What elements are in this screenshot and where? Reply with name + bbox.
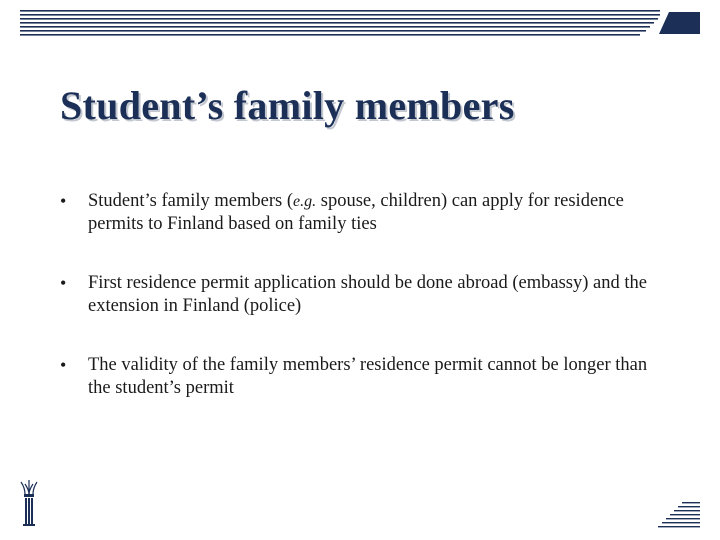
bullet-marker: • (60, 273, 67, 293)
bullet-text-part: spouse, children) can apply for residence permits to Finland based on family ties (88, 191, 624, 234)
striped-corner-icon (654, 500, 700, 530)
striped-band-icon (20, 10, 660, 40)
bullet-text-part: Student’s family members ( (88, 191, 294, 211)
bullet-item (60, 354, 660, 400)
bullet-marker: • (60, 191, 67, 211)
bullet-item (60, 272, 660, 318)
navy-square-icon (659, 12, 700, 34)
bullet-item (60, 190, 660, 236)
bullet-marker: • (60, 355, 67, 375)
slide-title: Student’s family members (60, 83, 515, 128)
bullet-text: First residence permit application should be done abroad (embassy) and the extension in Finland (police) (88, 273, 647, 316)
bullet-list (60, 190, 660, 400)
torch-emblem-icon (16, 478, 42, 528)
bullet-emphasis: e.g. (293, 193, 317, 210)
bullet-text: The validity of the family members’ residence permit cannot be longer than the student’s permit (88, 355, 648, 398)
